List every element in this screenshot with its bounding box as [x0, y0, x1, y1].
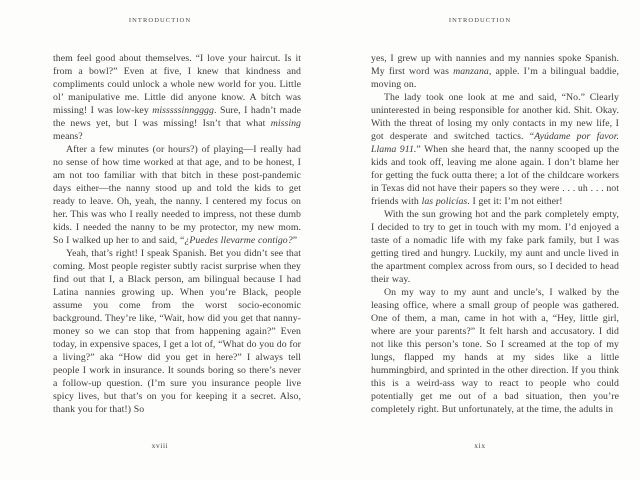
text-segment: . I get it: I’m not either! [467, 196, 563, 207]
text-block-right [371, 52, 619, 416]
italic-text-segment: missing [270, 118, 301, 129]
running-head-right: INTRODUCTION [448, 17, 512, 24]
paragraph [371, 52, 619, 91]
italic-text-segment: misssssinngggg [152, 105, 214, 116]
text-segment: yes, I grew up with nannies and my nannies spoke Spanish. My first word was [371, 53, 619, 77]
paragraph [371, 286, 619, 416]
paragraph [371, 208, 619, 286]
italic-text-segment: manzana [453, 66, 489, 77]
text-segment: After a few minutes (or hours?) of playing—I really had no sense of how time worked at that age, and to be honest, I am not too familiar with that bitch in these post-pandemic days either—the nanny stood up and told the kids to get ready to leave. Oh, yeah, the nanny. I centered my focus on her. This was who I really needed to impress, not these dumb kids. I needed the nanny to be my protector, my new mom. So I walked up her to and said, “ [53, 144, 301, 246]
paragraph [53, 143, 301, 247]
page-right [320, 0, 640, 480]
text-block-left [53, 52, 301, 416]
text-segment: The lady took one look at me and said, “No.” Clearly uninterested in being responsible for another kid. Shit. Okay. With the threat of losing my only contacts in my new life, I got desperate and switched tactics. “ [371, 92, 619, 142]
page-number-right: xix [474, 441, 486, 450]
text-segment: ” When she heard that, the nanny scooped up the kids and took off, leaving me alone again. I don’t blame her for getting the fuck outta there; a lot of the childcare workers in Texas did not have their papers so they were . . . uh . . . not friends with [371, 144, 619, 207]
page-number-left: xviii [151, 441, 169, 450]
text-segment: Yeah, that’s right! I speak Spanish. Bet you didn’t see that coming. Most people register subtly racist surprise when they find out that I, a Black person, am bilingual because I had Latina nannies growing up. When you’re Black, people assume you come from the worst socio-economic background. They’re like, “Wait, how did you get that nanny-money so we can stop that from happening again?” Even today, in expensive spaces, I get a lot of, “What do you do for a living?” aka “How did you get in here?” I always tell people I work in insurance. It sounds boring so there’s never a follow-up question. (I’m sure you insurance people live spicy lives, but that’s on you for keeping it a secret. Also, thank you for that!) So [53, 248, 301, 415]
italic-text-segment: las policías [421, 196, 468, 207]
paragraph [371, 91, 619, 208]
text-segment: , apple. I’m a bilingual baddie, moving on. [371, 66, 619, 90]
text-segment: With the sun growing hot and the park completely empty, I decided to try to get in touch with my mom. I’d enjoyed a taste of a nomadic life with my fake park family, but I was getting tired and hungry. Luckily, my aunt and uncle lived in the apartment complex across from ours, so I decided to head their way. [371, 209, 619, 285]
text-segment: On my way to my aunt and uncle’s, I walked by the leasing office, where a small group of people was gathered. One of them, a man, came in hot with a, “Hey, little girl, where are your parents?” It felt harsh and accusatory. I did not like this person’s tone. So I screamed at the top of my lungs, flapped my hands at my sides like a little hummingbird, and sprinted in the other direction. If you think this is a weird-ass way to react to people who could potentially get me out of a bad situation, then you’re completely right. But unfortunately, at the time, the adults in [371, 287, 619, 415]
italic-text-segment: ¿Puedes llevarme contigo? [184, 235, 293, 246]
paragraph [53, 52, 301, 143]
paragraph [53, 247, 301, 416]
text-segment: means? [53, 131, 83, 142]
italic-text-segment: Ayúdame por favor. Llama 911. [371, 131, 619, 155]
text-segment: them feel good about themselves. “I love your haircut. Is it from a bowl?” Even at five, I knew that kindness and compliments could unlock a whole new world for you. Little ol’ manipulative me. Little did anyone know. A bitch was missing! I was low-key [53, 53, 301, 116]
text-segment: ” [292, 235, 298, 246]
text-segment: . Sure, I hadn’t made the news yet, but I was missing! Isn’t that what [53, 105, 301, 129]
running-head-left: INTRODUCTION [128, 17, 192, 24]
